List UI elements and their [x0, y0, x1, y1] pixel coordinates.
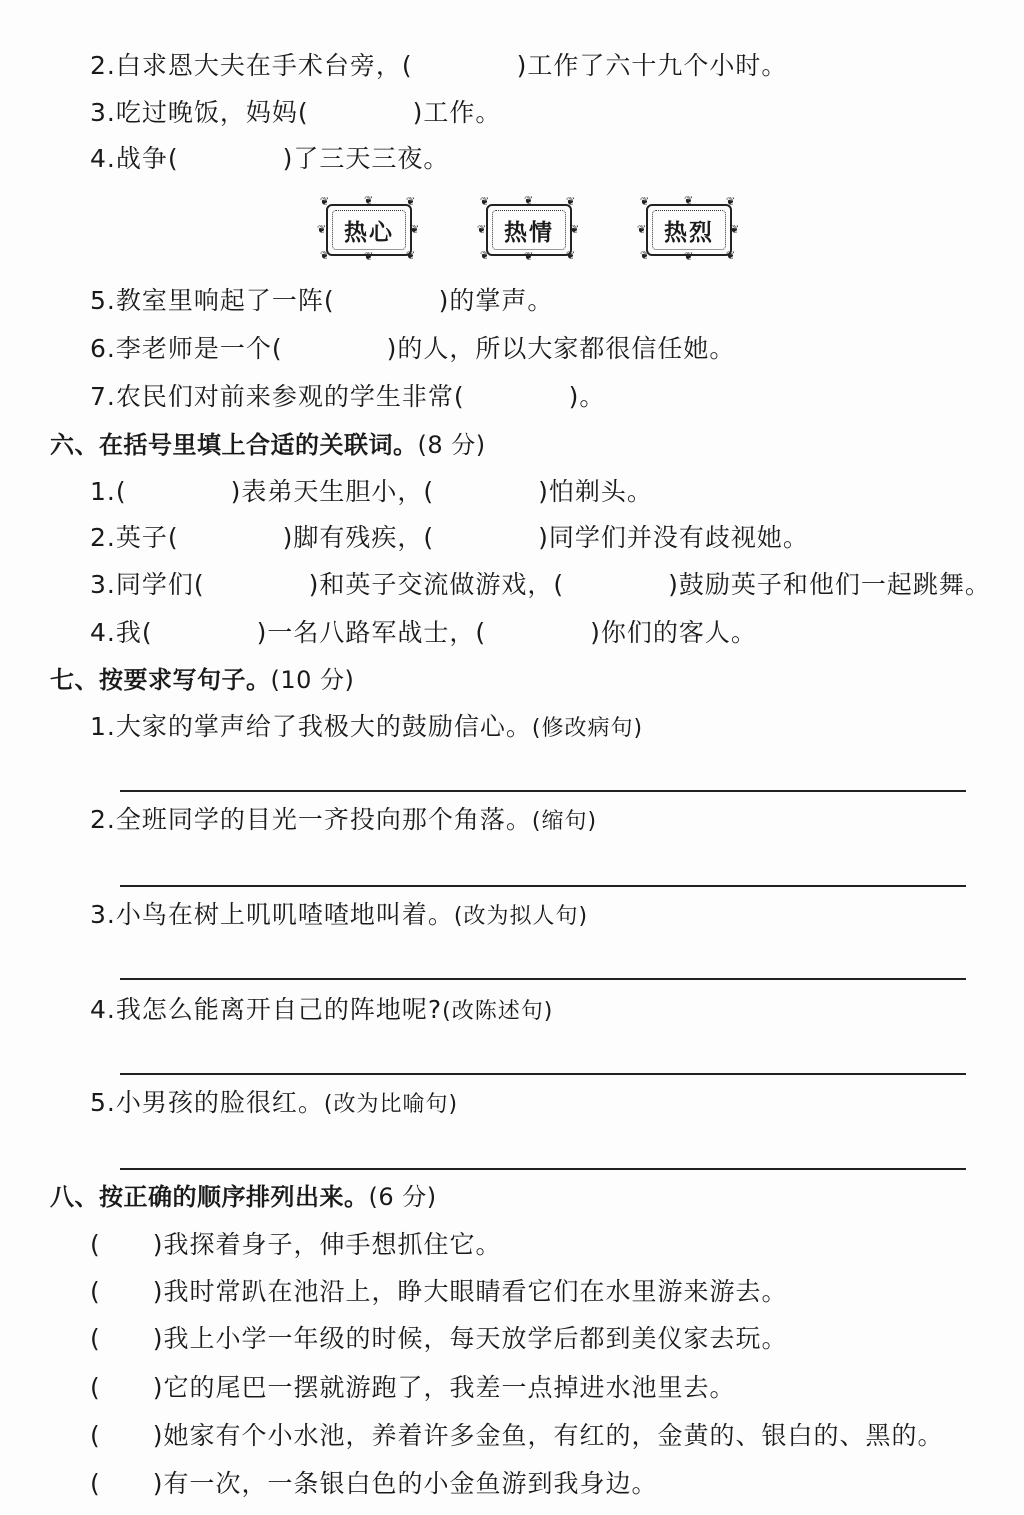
ornament-icon: ❦ [320, 195, 330, 208]
word-option-text: 热烈 [664, 219, 714, 246]
sentence-text: 3.小鸟在树上叽叽喳喳地叫着。 [90, 900, 454, 929]
conjunction-item: 4.我( )一名八路军战士，( )你们的客人。 [90, 618, 757, 647]
answer-line[interactable] [120, 1073, 966, 1075]
ordering-item: ( )它的尾巴一摆就游跑了，我差一点掉进水池里去。 [90, 1373, 736, 1402]
sentence-text: 4.我怎么能离开自己的阵地呢? [90, 995, 443, 1024]
sentence-hint: (改为比喻句) [323, 1092, 459, 1117]
sentence-text: 5.小男孩的脸很红。 [90, 1088, 324, 1117]
sentence-text: 2.全班同学的目光一齐投向那个角落。 [90, 805, 532, 834]
section-title: 八、按正确的顺序排列出来。 [50, 1183, 369, 1211]
conjunction-item: 1.( )表弟天生胆小，( )怕剃头。 [90, 477, 653, 506]
sentence-task [90, 899, 588, 933]
ornament-icon: ❦ [480, 195, 490, 208]
word-option-box [646, 204, 732, 256]
ornament-icon: ❦ [524, 250, 534, 263]
ornament-icon: ❦ [726, 249, 736, 262]
ornament-icon: ❦ [406, 249, 416, 262]
ornament-icon: ❦ [566, 195, 576, 208]
ornament-icon: ❦ [684, 250, 694, 263]
section-score: (6 分) [368, 1183, 437, 1211]
answer-line[interactable] [120, 1168, 966, 1170]
ordering-item: ( )我探着身子，伸手想抓住它。 [90, 1230, 502, 1259]
ornament-icon: ❦ [364, 250, 374, 263]
ornament-icon: ❦ [640, 249, 650, 262]
sentence-task [90, 1087, 458, 1121]
answer-line[interactable] [120, 978, 966, 980]
ornament-icon: ❦ [320, 249, 330, 262]
ordering-item: ( )我时常趴在池沿上，睁大眼睛看它们在水里游来游去。 [90, 1277, 788, 1306]
fill-in-item: 3.吃过晚饭，妈妈( )工作。 [90, 98, 502, 127]
ornament-icon: ❦ [566, 249, 576, 262]
conjunction-item: 3.同学们( )和英子交流做游戏，( )鼓励英子和他们一起跳舞。 [90, 570, 991, 599]
section-score: (8 分) [417, 431, 486, 459]
ornament-icon: ❦ [570, 223, 580, 236]
answer-line[interactable] [120, 885, 966, 887]
ornament-icon: ❦ [477, 223, 487, 236]
fill-in-item: 6.李老师是一个( )的人，所以大家都很信任她。 [90, 334, 736, 363]
conjunction-item: 2.英子( )脚有残疾，( )同学们并没有歧视她。 [90, 523, 809, 552]
ordering-item: ( )我上小学一年级的时候，每天放学后都到美仪家去玩。 [90, 1324, 788, 1353]
section-title: 七、按要求写句子。 [50, 666, 271, 694]
sentence-task [90, 804, 597, 838]
ornament-icon: ❦ [410, 223, 420, 236]
ornament-icon: ❦ [730, 223, 740, 236]
fill-in-item: 2.白求恩大夫在手术台旁，( )工作了六十九个小时。 [90, 51, 788, 80]
ornament-icon: ❦ [524, 194, 534, 207]
sentence-hint: (改为拟人句) [453, 904, 589, 929]
section-title: 六、在括号里填上合适的关联词。 [50, 431, 418, 459]
section-heading-8 [50, 1181, 437, 1213]
ornament-icon: ❦ [480, 249, 490, 262]
ordering-item: ( )她家有个小水池，养着许多金鱼，有红的，金黄的、银白的、黑的。 [90, 1421, 944, 1450]
sentence-hint: (改陈述句) [442, 999, 554, 1024]
ornament-icon: ❦ [640, 195, 650, 208]
sentence-task [90, 711, 643, 745]
section-heading-7 [50, 664, 354, 696]
ornament-icon: ❦ [684, 194, 694, 207]
word-option-box [486, 204, 572, 256]
sentence-hint: (修改病句) [531, 716, 644, 741]
sentence-task [90, 994, 553, 1028]
ornament-icon: ❦ [726, 195, 736, 208]
ornament-icon: ❦ [637, 223, 647, 236]
answer-line[interactable] [120, 790, 966, 792]
fill-in-item: 5.教室里响起了一阵( )的掌声。 [90, 286, 554, 315]
fill-in-item: 7.农民们对前来参观的学生非常( )。 [90, 382, 606, 411]
section-heading-6 [50, 429, 486, 461]
fill-in-item: 4.战争( )了三天三夜。 [90, 144, 450, 173]
section-score: (10 分) [270, 666, 355, 694]
word-option-text: 热心 [344, 219, 394, 246]
sentence-text: 1.大家的掌声给了我极大的鼓励信心。 [90, 712, 532, 741]
ornament-icon: ❦ [364, 194, 374, 207]
sentence-hint: (缩句) [531, 809, 598, 834]
ordering-item: ( )有一次，一条银白色的小金鱼游到我身边。 [90, 1469, 658, 1498]
ornament-icon: ❦ [406, 195, 416, 208]
word-option-text: 热情 [504, 219, 554, 246]
ornament-icon: ❦ [317, 223, 327, 236]
word-option-box [326, 204, 412, 256]
